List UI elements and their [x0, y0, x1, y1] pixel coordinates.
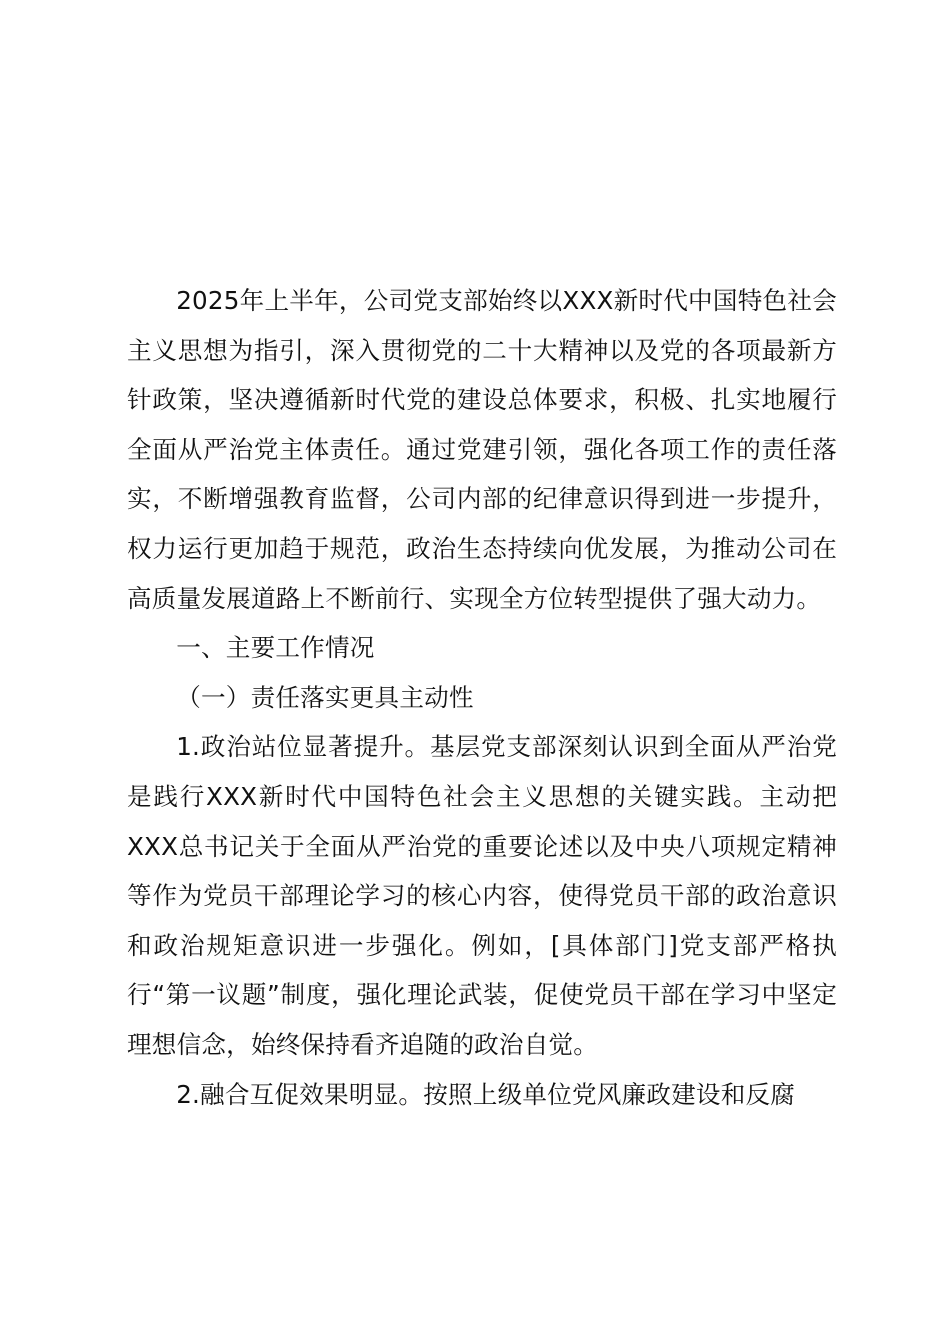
section-heading: 一、主要工作情况	[176, 633, 375, 663]
intro-paragraph: 2025年上半年，公司党支部始终以XXX新时代中国特色社会主义思想为指引，深入贯彻党的二十大精神以及党的各项最新方针政策，坚决遵循新时代党的建设总体要求，积极、扎实地履行全面从严治党主体责任。通过党建引领，强化各项工作的责任落实，不断增强教育监督，公司内部的纪律意识得到进一步提升，权力运行更加趋于规范，政治生态持续向优发展，为推动公司在高质量发展道路上不断前行、实现全方位转型提供了强大动力。	[127, 286, 837, 613]
item-paragraph-1: 1.政治站位显著提升。基层党支部深刻认识到全面从严治党是践行XXX新时代中国特色社会主义思想的关键实践。主动把XXX总书记关于全面从严治党的重要论述以及中央八项规定精神等作为党员干部理论学习的核心内容，使得党员干部的政治意识和政治规矩意识进一步强化。例如，[具体部门]党支部严格执行“第一议题”制度，强化理论武装，促使党员干部在学习中坚定理想信念，始终保持看齐追随的政治自觉。	[127, 732, 837, 1059]
document-body	[127, 276, 837, 1119]
subsection-heading: （一）责任落实更具主动性	[176, 682, 474, 712]
item-paragraph-2: 2.融合互促效果明显。按照上级单位党风廉政建设和反腐	[176, 1079, 796, 1109]
